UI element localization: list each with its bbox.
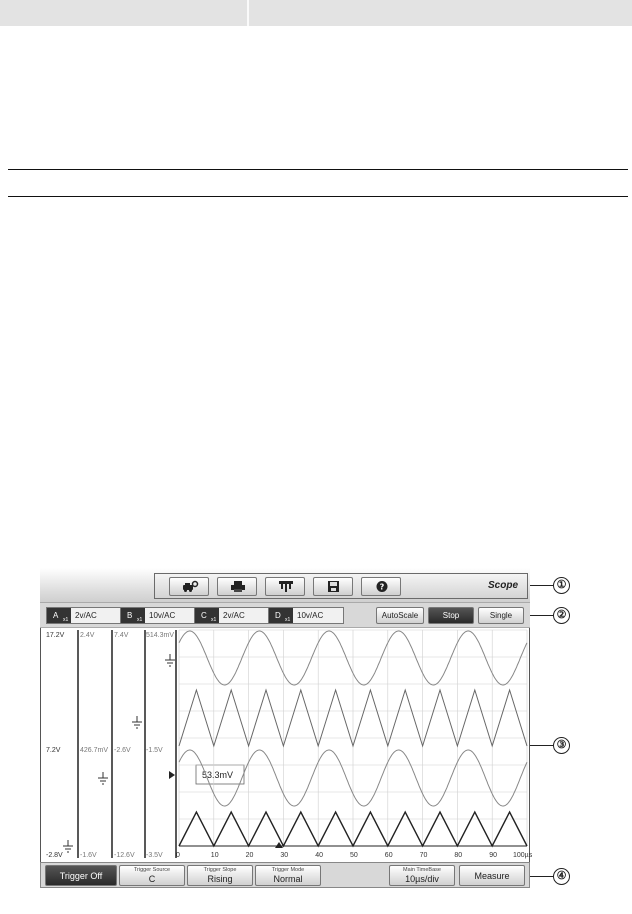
waveform-display[interactable] xyxy=(40,628,533,862)
top-toolbar xyxy=(40,568,530,602)
measure-button[interactable]: Measure xyxy=(459,865,525,886)
x-tick-label: 20 xyxy=(245,852,254,859)
channel-a-tag: A x1 xyxy=(47,608,71,623)
x-tick-label: 100µs xyxy=(513,852,533,859)
callout-2: ② xyxy=(553,607,570,624)
scale-c-top: 7.4V xyxy=(114,632,129,639)
probe-icon xyxy=(278,580,294,593)
page-header-band xyxy=(0,0,632,26)
channel-bar xyxy=(40,602,530,628)
print-icon xyxy=(230,580,246,593)
trigger-mode-label: Trigger Mode xyxy=(271,867,305,873)
toolbar-button-group xyxy=(154,573,528,599)
callout-2-line xyxy=(530,615,553,616)
x-tick-label: 60 xyxy=(384,852,393,859)
trigger-source-button[interactable] xyxy=(119,865,185,886)
ground-marker-c-icon xyxy=(132,716,142,728)
channel-b-button[interactable] xyxy=(120,607,196,624)
save-button[interactable] xyxy=(313,577,353,596)
x-tick-label: 40 xyxy=(315,852,323,859)
svg-text:?: ? xyxy=(379,582,385,592)
channel-c-value: 2v/AC xyxy=(223,611,245,620)
oscilloscope-screenshot xyxy=(40,568,533,888)
trigger-mode-button[interactable] xyxy=(255,865,321,886)
vehicle-settings-button[interactable] xyxy=(169,577,209,596)
scale-a-bottom: -2.8V xyxy=(46,852,63,859)
waveform-svg xyxy=(41,628,533,862)
cursor-readout: 53.3mV xyxy=(202,770,234,780)
x-tick-label: 10 xyxy=(210,852,219,859)
scale-c-bottom: -12.6V xyxy=(114,852,135,859)
scale-d-bottom: -3.5V xyxy=(146,852,163,859)
help-button[interactable] xyxy=(361,577,401,596)
trigger-source-value: C xyxy=(148,874,156,884)
x-tick-label: 0 xyxy=(176,852,180,859)
x-tick-label: 80 xyxy=(454,852,463,859)
bottom-control-bar xyxy=(40,862,530,888)
callout-1: ① xyxy=(553,577,570,594)
scale-b-mid: 426.7mV xyxy=(80,747,109,754)
callout-3: ③ xyxy=(553,737,570,754)
probe-button[interactable] xyxy=(265,577,305,596)
trigger-mode-value: Normal xyxy=(273,874,303,884)
channel-b-value: 10v/AC xyxy=(149,611,176,620)
channel-a-value: 2v/AC xyxy=(75,611,97,620)
scale-a-mid: 7.2V xyxy=(46,747,61,754)
channel-d-button[interactable] xyxy=(268,607,344,624)
ground-marker-d-icon xyxy=(165,654,175,666)
scale-d-mid: -1.5V xyxy=(146,747,163,754)
header-divider xyxy=(247,0,249,26)
trigger-slope-label: Trigger Slope xyxy=(203,867,237,873)
channel-b-tag: B x1 xyxy=(121,608,145,623)
scale-b-bottom: -1.6V xyxy=(80,852,97,859)
channel-d-value: 10v/AC xyxy=(297,611,324,620)
main-timebase-button[interactable] xyxy=(389,865,455,886)
main-timebase-value: 10µs/div xyxy=(405,874,439,884)
main-timebase-label: Main TimeBase xyxy=(403,867,441,873)
cursor-marker-icon xyxy=(169,771,175,779)
single-button[interactable]: Single xyxy=(478,607,524,624)
autoscale-button[interactable]: AutoScale xyxy=(376,607,424,624)
channel-d-tag: D x1 xyxy=(269,608,293,623)
section-rule-top xyxy=(8,169,628,170)
trigger-slope-value: Rising xyxy=(207,874,233,884)
channel-c-tag: C x1 xyxy=(195,608,219,623)
trigger-slope-button[interactable] xyxy=(187,865,253,886)
print-button[interactable] xyxy=(217,577,257,596)
save-icon xyxy=(326,580,342,593)
channel-c-button[interactable] xyxy=(194,607,270,624)
callout-4-line xyxy=(530,876,553,877)
scale-c-mid: -2.6V xyxy=(114,747,131,754)
ground-marker-a-icon xyxy=(63,840,73,852)
x-tick-label: 90 xyxy=(489,852,497,859)
scale-d-top: 514.3mV xyxy=(146,632,175,639)
x-tick-label: 30 xyxy=(280,852,289,859)
trigger-off-button[interactable]: Trigger Off xyxy=(45,865,117,886)
stop-button[interactable]: Stop xyxy=(428,607,474,624)
scale-a-top: 17.2V xyxy=(46,632,65,639)
x-axis-ticks xyxy=(176,852,533,859)
callout-1-line xyxy=(530,585,553,586)
scale-b-top: 2.4V xyxy=(80,632,95,639)
help-icon xyxy=(374,580,390,593)
trigger-source-label: Trigger Source xyxy=(133,867,171,873)
vehicle-settings-icon xyxy=(182,580,198,593)
callout-3-line xyxy=(530,745,553,746)
plot-grid xyxy=(179,630,527,846)
x-tick-label: 70 xyxy=(419,852,428,859)
channel-a-button[interactable] xyxy=(46,607,122,624)
x-tick-label: 50 xyxy=(350,852,358,859)
scope-brand-label: Scope xyxy=(488,580,519,591)
section-rule-bottom xyxy=(8,196,628,197)
ground-marker-b-icon xyxy=(98,772,108,784)
callout-4: ④ xyxy=(553,868,570,885)
